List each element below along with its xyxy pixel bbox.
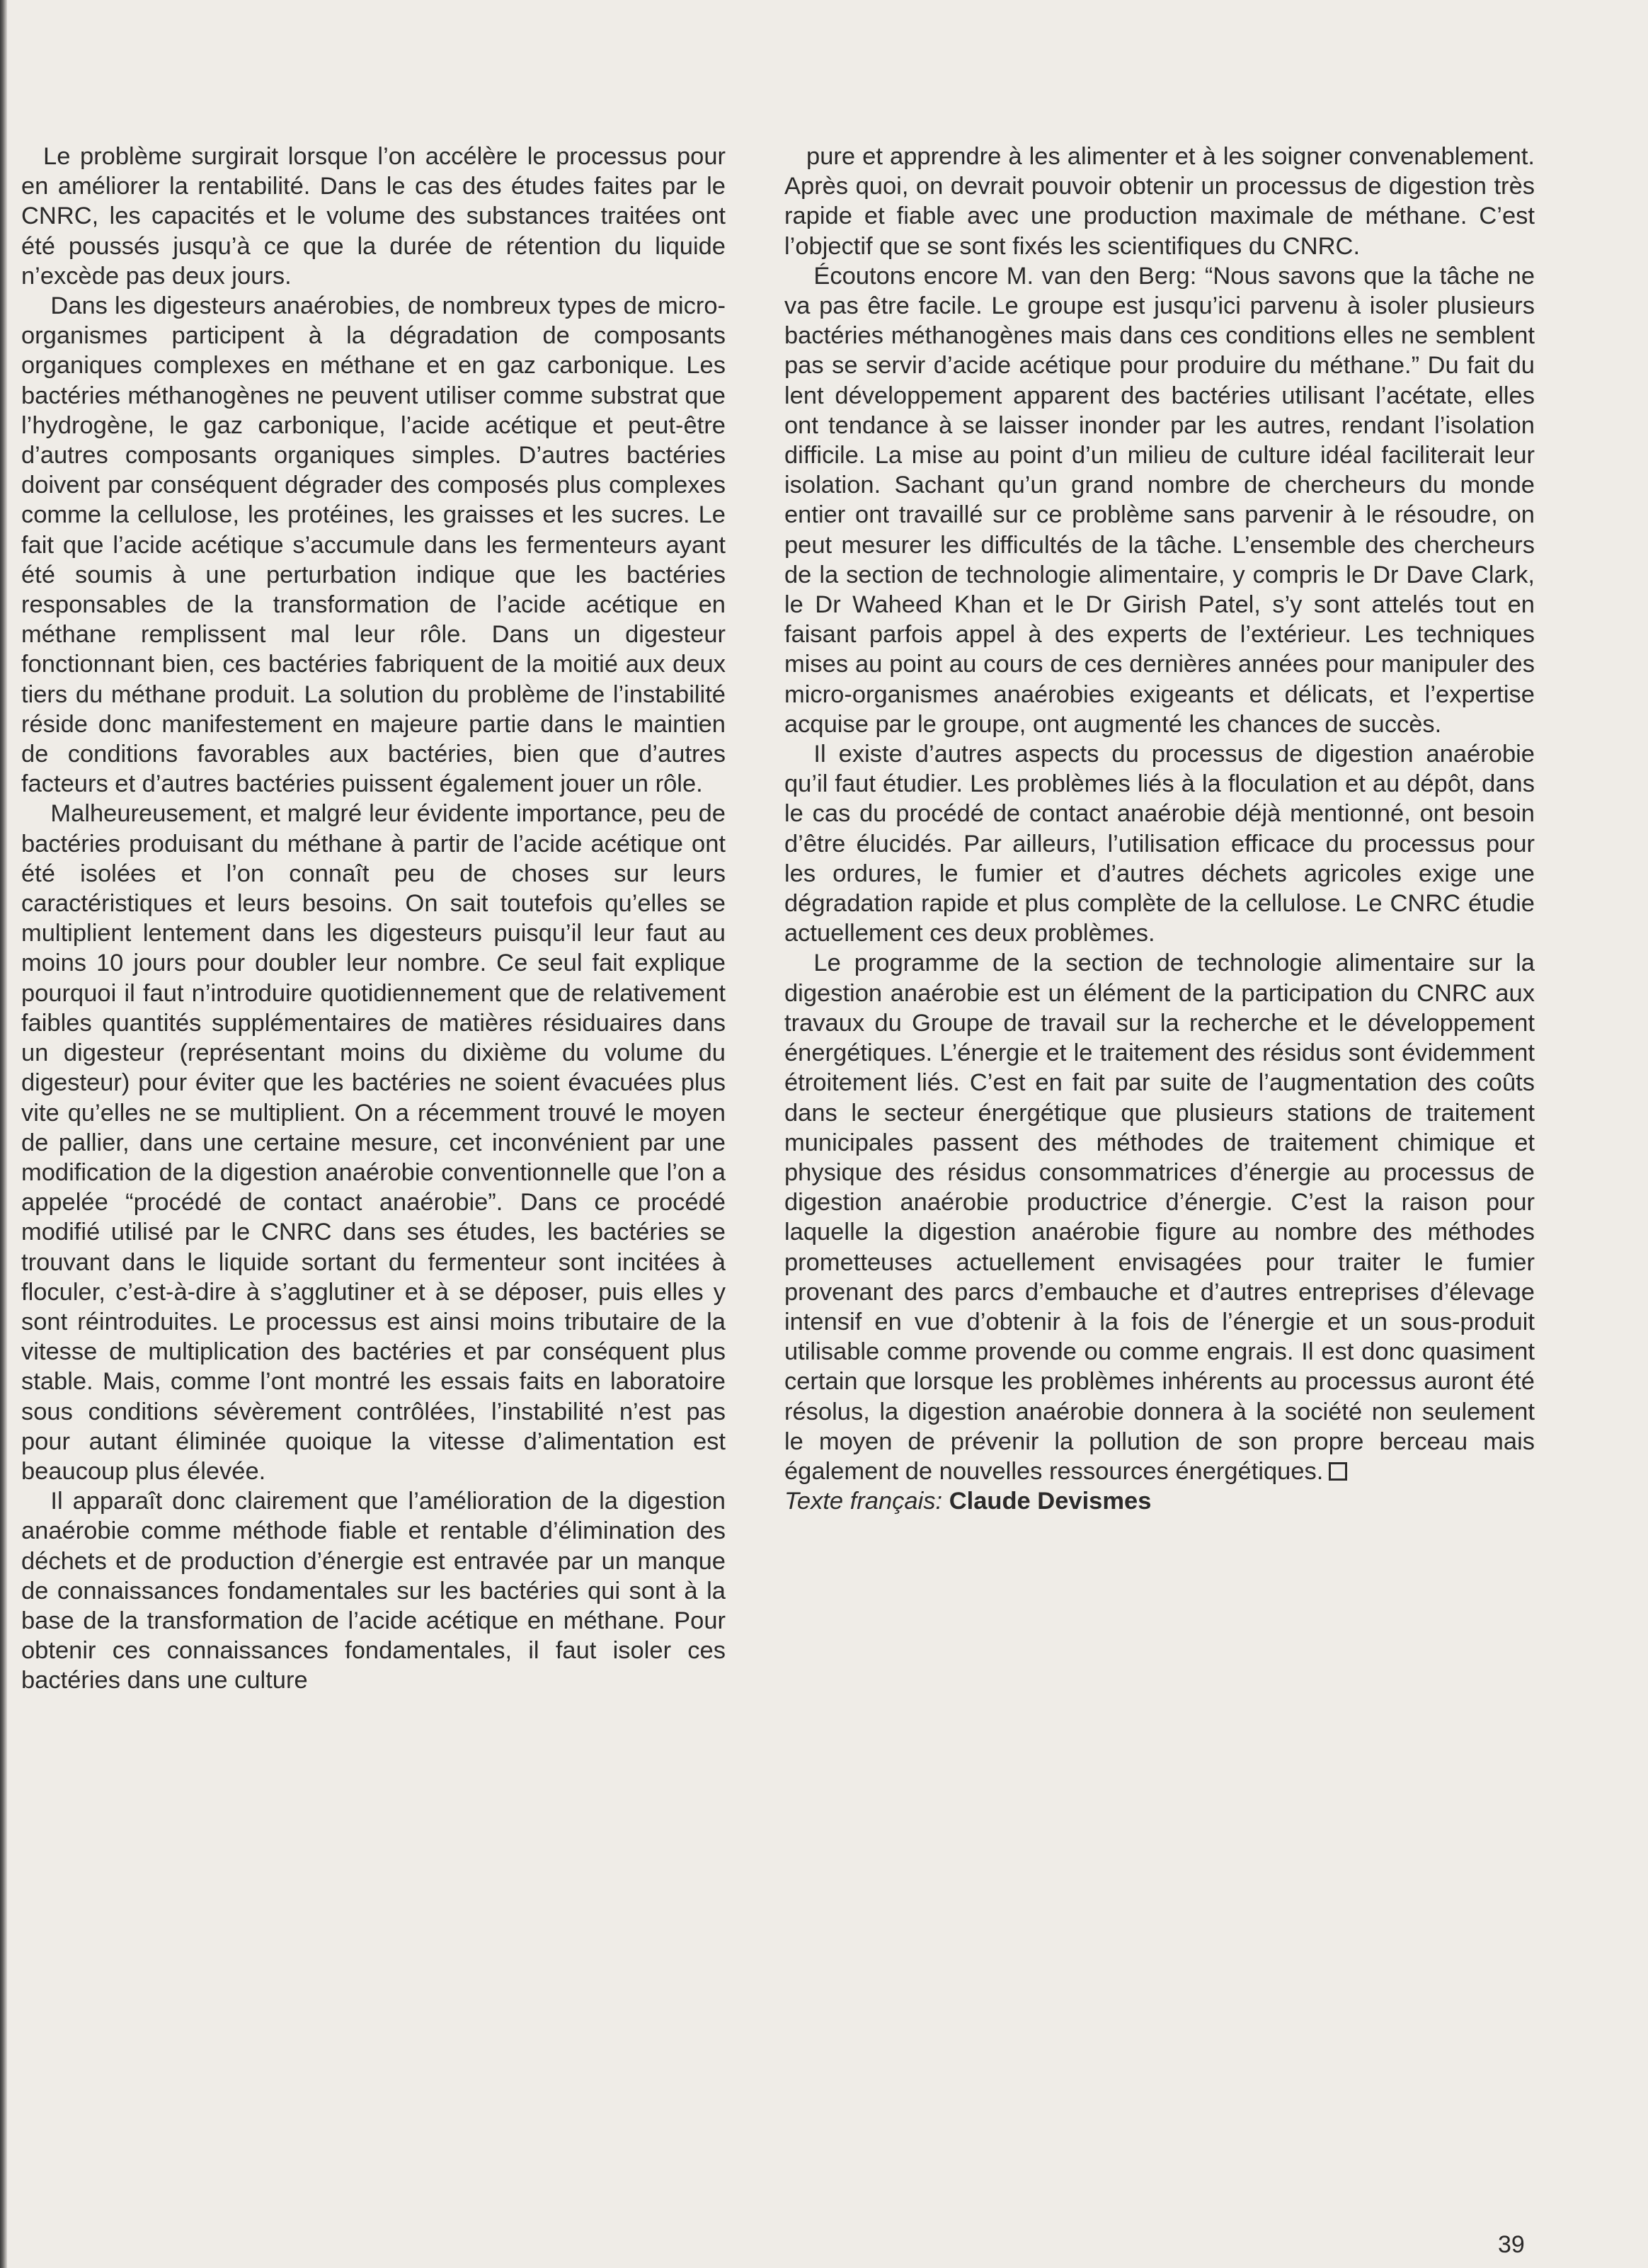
page-number: 39 [1498,2231,1525,2258]
credit-label: Texte français: [784,1488,943,1515]
paragraph: Dans les digesteurs anaérobies, de nombreux types de micro-organismes participent à la dégradation de composants organiques complexes en méthane et en gaz carbonique. Les bactéries méthanogènes ne peuvent utiliser comme substrat que l’hydrogène, le gaz carbonique, l’acide acétique et peut-être d’autres composants organiques simples. D’autres bactéries doivent par conséquent dégrader des composés plus complexes comme la cellulose, les protéines, les graisses et les sucres. Le fait que l’acide acétique s’accumule dans les fermenteurs ayant été soumis à une perturbation indique que les bactéries responsables de la transformation de l’acide acétique en méthane remplissent mal leur rôle. Dans un digesteur fonctionnant bien, ces bactéries fabriquent de la moitié aux deux tiers du méthane produit. La solution du problème de l’instabilité réside donc manifestement en majeure partie dans le maintien de conditions favorables aux bactéries, bien que d’autres facteurs et d’autres bactéries puissent également jouer un rôle. [21,292,726,798]
left-column [21,142,726,1696]
end-of-article-box-icon [1329,1462,1347,1481]
page-binding-edge [0,0,7,2268]
paragraph: Écoutons encore M. van den Berg: “Nous savons que la tâche ne va pas être facile. Le groupe est jusqu’ici parvenu à isoler plusieurs bactéries méthanogènes mais dans ces conditions elles ne semblent pas se servir d’acide acétique pour produire du méthane.” Du fait du lent développement apparent des bactéries utilisant l’acétate, elles ont tendance à se laisser inonder par les autres, rendant l’isolation difficile. La mise au point d’un milieu de culture idéal faciliterait leur isolation. Sachant qu’un grand nombre de chercheurs du monde entier ont travaillé sur ce problème sans parvenir à le résoudre, on peut mesurer les difficultés de la tâche. L’ensemble des chercheurs de la section de technologie alimentaire, y compris le Dr Dave Clark, le Dr Waheed Khan et le Dr Girish Patel, s’y sont attelés tout en faisant parfois appel à des experts de l’extérieur. Les techniques mises au point au cours de ces dernières années pour manipuler des micro-organismes anaérobies exigeants et délicats, et l’expertise acquise par le groupe, ont augmenté les chances de succès. [784,262,1535,738]
credit-name: Claude Devismes [949,1488,1152,1515]
right-column [784,142,1535,1516]
paragraph: Le problème surgirait lorsque l’on accélère le processus pour en améliorer la rentabilité. Dans le cas des études faites par le CNRC, les capacités et le volume des substances traitées ont été poussés jusqu’à ce que la durée de rétention du liquide n’excède pas deux jours. [21,143,726,290]
paragraph: Il apparaît donc clairement que l’amélioration de la digestion anaérobie comme méthode fiable et rentable d’élimination des déchets et de production d’énergie est entravée par un manque de connaissances fondamentales sur les bactéries qui sont à la base de la transformation de l’acide acétique en méthane. Pour obtenir ces connaissances fondamentales, il faut isoler ces bactéries dans une culture [21,1488,726,1694]
paragraph: Il existe d’autres aspects du processus de digestion anaérobie qu’il faut étudier. Les problèmes liés à la floculation et au dépôt, dans le cas du procédé de contact anaérobie déjà mentionné, ont besoin d’être élucidés. Par ailleurs, l’utilisation efficace du processus pour les ordures, le fumier et d’autres déchets agricoles exige une dégradation rapide et plus complète de la cellulose. Le CNRC étudie actuellement ces deux problèmes. [784,741,1535,947]
paragraph-text: Le programme de la section de technologie alimentaire sur la digestion anaérobie est un élément de la participation du CNRC aux travaux du Groupe de travail sur la recherche et le développement énergétiques. L’énergie et le traitement des résidus sont évidemment étroitement liés. C’est en fait par suite de l’augmentation des coûts dans le secteur énergétique que plusieurs stations de traitement municipales passent des méthodes de traitement chimique et physique des résidus consommatrices d’énergie au processus de digestion anaérobie productrice d’énergie. C’est la raison pour laquelle la digestion anaérobie figure au nombre des méthodes prometteuses actuellement envisagées pour traiter le fumier provenant des parcs d’embauche et d’autres entreprises d’élevage intensif en vue d’obtenir à la fois de l’énergie et un sous-produit utilisable comme provende ou comme engrais. Il est donc quasiment certain que lorsque les problèmes inhérents au processus auront été résolus, la digestion anaérobie donnera à la société non seulement le moyen de prévenir la pollution de son propre berceau mais également de nouvelles ressources énergétiques. [784,950,1535,1485]
last-paragraph [784,948,1535,1486]
paragraph: Malheureusement, et malgré leur évidente importance, peu de bactéries produisant du méthane à partir de l’acide acétique ont été isolées et l’on connaît peu de choses sur leurs caractéristiques et leurs besoins. On sait toutefois qu’elles se multiplient lentement dans les digesteurs puisqu’il leur faut au moins 10 jours pour doubler leur nombre. Ce seul fait explique pourquoi il faut n’introduire quotidiennement que de relativement faibles quantités supplémentaires de matières résiduaires dans un digesteur (représentant moins du dixième du volume du digesteur) pour éviter que les bactéries ne soient évacuées plus vite qu’elles ne se multiplient. On a récemment trouvé le moyen de pallier, dans une certaine mesure, cet inconvénient par une modification de la digestion anaérobie conventionnelle que l’on a appelée “procédé de contact anaérobie”. Dans ce procédé modifié utilisé par le CNRC dans ses études, les bactéries se trouvant dans le liquide sortant du fermenteur sont incitées à floculer, c’est-à-dire à s’agglutiner et à se déposer, puis elles y sont réintroduites. Le processus est ainsi moins tributaire de la vitesse de multiplication des bactéries et par conséquent plus stable. Mais, comme l’ont montré les essais faits en laboratoire sous conditions sévèrement contrôlées, l’instabilité n’est pas pour autant éliminée quoique la vitesse d’alimentation est beaucoup plus élevée. [21,800,726,1485]
translation-credit [784,1486,1535,1516]
paragraph: pure et apprendre à les alimenter et à les soigner convenablement. Après quoi, on devrait pouvoir obtenir un processus de digestion très rapide et fiable avec une production maximale de méthane. C’est l’objectif que se sont fixés les scientifiques du CNRC. [784,143,1535,260]
